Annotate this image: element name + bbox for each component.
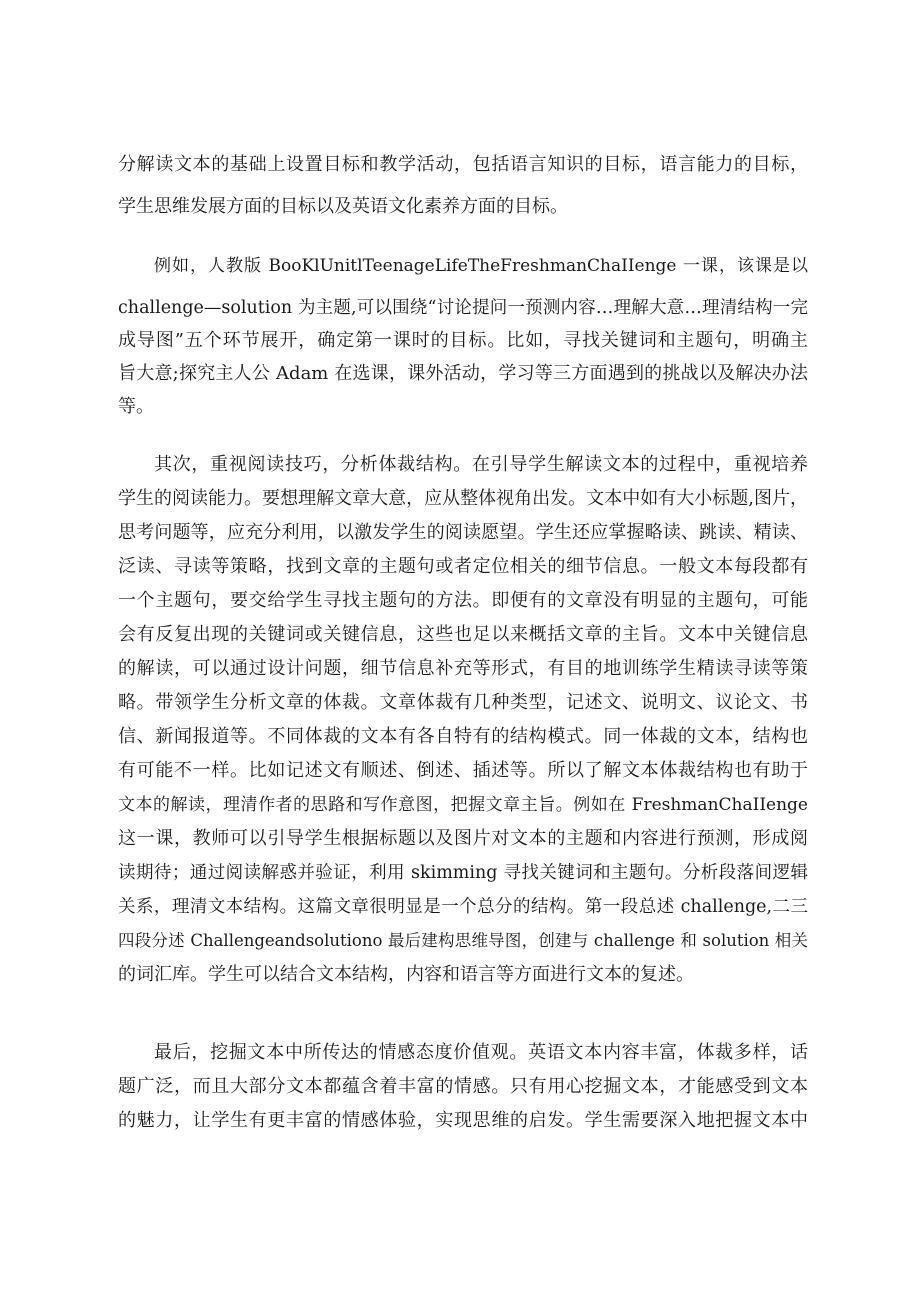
text-line: 信、新闻报道等。不同体裁的文本有各自特有的结构模式。同一体裁的文本，结构也 (118, 726, 808, 747)
text-line: 分解读文本的基础上设置目标和教学活动，包括语言知识的目标，语言能力的目标， (118, 154, 808, 175)
text-line: 思考问题等，应充分利用，以激发学生的阅读愿望。学生还应掌握略读、跳读、精读、 (118, 522, 808, 543)
text-line: 略。带领学生分析文章的体裁。文章体裁有几种类型，记述文、说明文、议论文、书 (118, 692, 808, 713)
text-line: 题广泛，而且大部分文本都蕴含着丰富的情感。只有用心挖掘文本，才能感受到文本 (118, 1076, 808, 1097)
text-line: 最后，挖掘文本中所传达的情感态度价值观。英语文本内容丰富，体裁多样，话 (154, 1042, 808, 1063)
text-line: 会有反复出现的关键词或关键信息，这些也足以来概括文章的主旨。文本中关键信息 (118, 624, 808, 645)
text-line: 读期待；通过阅读解惑并验证，利用 skimming 寻找关键词和主题句。分析段落间逻辑 (118, 863, 808, 883)
paragraph-1 (118, 150, 808, 222)
text-line: 的解读，可以通过设计问题，细节信息补充等形式，有目的地训练学生精读寻读等策 (118, 658, 808, 679)
paragraph-4 (118, 1038, 808, 1136)
text-line: 等。 (118, 396, 154, 417)
text-line: 有可能不一样。比如记述文有顺述、倒述、插述等。所以了解文本体裁结构也有助于 (118, 760, 808, 781)
text-line: 这一课，教师可以引导学生根据标题以及图片对文本的主题和内容进行预测，形成阅 (118, 828, 808, 849)
text-line: 关系，理清文本结构。这篇文章很明显是一个总分的结构。第一段总述 challenge,二三 (118, 897, 808, 917)
text-line: 四段分述 Challengeandsolutiono 最后建构思维导图，创建与 challenge 和 solution 相关 (118, 931, 808, 950)
text-line: 的魅力，让学生有更丰富的情感体验，实现思维的启发。学生需要深入地把握文本中 (118, 1110, 808, 1131)
text-line: 学生思维发展方面的目标以及英语文化素养方面的目标。 (118, 196, 568, 217)
text-line: 泛读、寻读等策略，找到文章的主题句或者定位相关的细节信息。一般文本每段都有 (118, 556, 808, 577)
paragraph-2 (118, 251, 808, 422)
text-line: challenge—solution 为主题,可以围绕“讨论提问一预测内容…理解大意…理清结构一完 (118, 298, 808, 318)
text-line: 学生的阅读能力。要想理解文章大意，应从整体视角出发。文本中如有大小标题,图片， (118, 488, 808, 509)
text-line: 其次，重视阅读技巧，分析体裁结构。在引导学生解读文本的过程中，重视培养 (154, 454, 808, 475)
text-line: 文本的解读，理清作者的思路和写作意图，把握文章主旨。例如在 FreshmanChaIIenge (118, 795, 808, 815)
text-line: 成导图”五个环节展开，确定第一课时的目标。比如，寻找关键词和主题句，明确主 (118, 330, 808, 351)
text-line: 例如，人教版 BooKlUnitlTeenageLifeTheFreshmanChaIIenge 一课，该课是以 (154, 256, 808, 276)
text-line: 一个主题句，要交给学生寻找主题句的方法。即便有的文章没有明显的主题句，可能 (118, 590, 808, 611)
text-line: 的词汇库。学生可以结合文本结构，内容和语言等方面进行文本的复述。 (118, 964, 694, 985)
text-line: 旨大意;探究主人公 Adam 在选课，课外活动，学习等三方面遇到的挑战以及解决办法 (118, 363, 808, 384)
paragraph-3 (118, 450, 808, 990)
